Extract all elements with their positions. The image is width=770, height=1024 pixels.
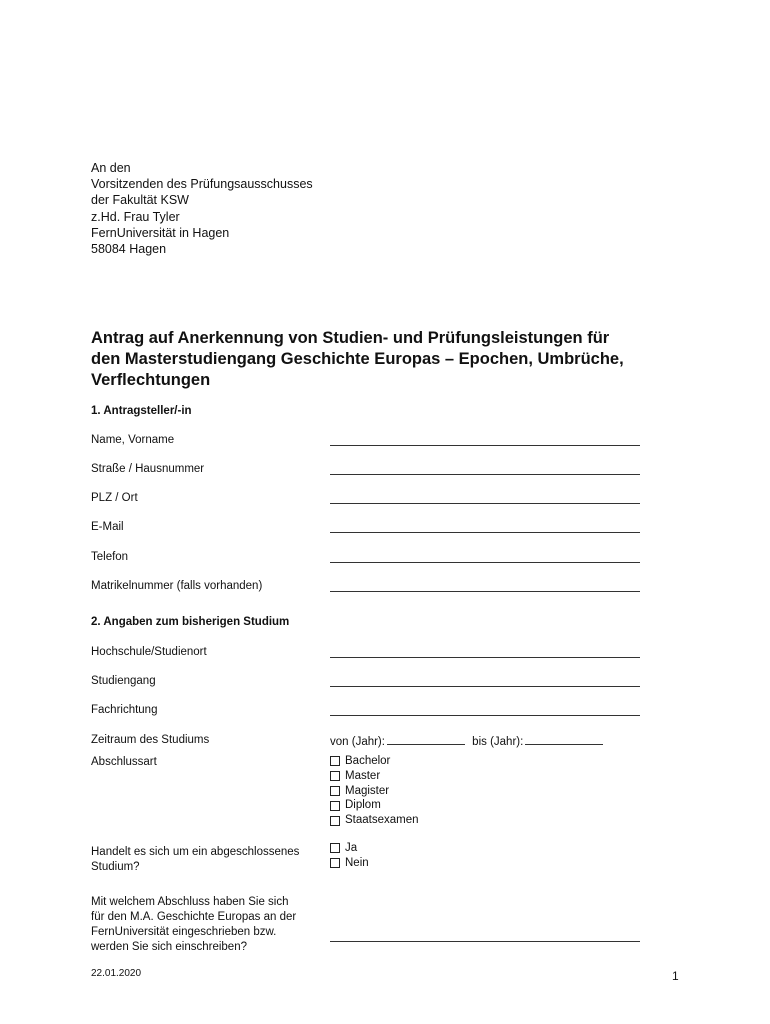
field-label-name: Name, Vorname	[91, 434, 175, 446]
field-label-phone: Telefon	[91, 551, 129, 563]
checkbox-icon[interactable]	[330, 816, 340, 826]
field-label-subject: Fachrichtung	[91, 704, 158, 716]
name-field[interactable]	[330, 445, 640, 446]
from-year-field[interactable]	[387, 733, 465, 745]
to-year-label: bis (Jahr):	[472, 736, 524, 748]
field-label-university: Hochschule/Studienort	[91, 646, 207, 658]
section-heading-applicant: 1. Antragsteller/-in	[91, 405, 192, 417]
email-field[interactable]	[330, 532, 640, 533]
program-field[interactable]	[330, 686, 640, 687]
university-field[interactable]	[330, 657, 640, 658]
page-number: 1	[672, 969, 679, 983]
field-label-degree-type: Abschlussart	[91, 756, 157, 768]
field-label-enrollment-degree: Mit welchem Abschluss haben Sie sich für den M.A. Geschichte Europas an der FernUniversität eingeschrieben bzw. werden Sie sich einschreiben?	[91, 896, 297, 953]
street-field[interactable]	[330, 474, 640, 475]
checkbox-icon[interactable]	[330, 756, 340, 766]
checkbox-icon[interactable]	[330, 843, 340, 853]
address-line: An den	[91, 161, 131, 175]
city-field[interactable]	[330, 503, 640, 504]
checkbox-icon[interactable]	[330, 801, 340, 811]
checkbox-icon[interactable]	[330, 786, 340, 796]
checkbox-icon[interactable]	[330, 771, 340, 781]
address-line: FernUniversität in Hagen	[91, 225, 230, 240]
footer-date: 22.01.2020	[91, 968, 142, 979]
subject-field[interactable]	[330, 715, 640, 716]
degree-option-master[interactable]: Master	[330, 769, 419, 784]
enrollment-degree-field[interactable]	[330, 941, 640, 942]
title-line: Verflechtungen	[91, 371, 211, 389]
to-year-field[interactable]	[525, 733, 603, 745]
address-line: Vorsitzenden des Prüfungsausschusses	[91, 177, 313, 192]
title-line: Antrag auf Anerkennung von Studien- und Prüfungsleistungen für	[91, 329, 610, 347]
document-title	[91, 328, 691, 391]
degree-option-diplom[interactable]: Diplom	[330, 798, 419, 813]
completed-option-ja[interactable]: Ja	[330, 841, 369, 856]
recipient-address	[91, 160, 313, 257]
field-label-completed-study: Handelt es sich um ein abgeschlossenes Studium?	[91, 846, 300, 873]
field-label-street: Straße / Hausnummer	[91, 463, 205, 475]
field-label-email: E-Mail	[91, 521, 124, 533]
study-period-row	[330, 733, 607, 748]
degree-option-staatsexamen[interactable]: Staatsexamen	[330, 813, 419, 828]
from-year-label: von (Jahr):	[330, 736, 385, 748]
phone-field[interactable]	[330, 562, 640, 563]
field-label-city: PLZ / Ort	[91, 492, 138, 504]
address-line: der Fakultät KSW	[91, 193, 189, 208]
field-label-matriculation: Matrikelnummer (falls vorhanden)	[91, 580, 263, 592]
field-label-study-period: Zeitraum des Studiums	[91, 734, 210, 746]
address-line: 58084 Hagen	[91, 242, 167, 257]
address-line: z.Hd. Frau Tyler	[91, 209, 180, 224]
matriculation-field[interactable]	[330, 591, 640, 592]
degree-option-magister[interactable]: Magister	[330, 784, 419, 799]
completed-option-nein[interactable]: Nein	[330, 856, 369, 871]
field-label-program: Studiengang	[91, 675, 156, 687]
degree-type-options	[330, 754, 419, 828]
title-line: den Masterstudiengang Geschichte Europas – Epochen, Umbrüche,	[91, 350, 624, 368]
checkbox-icon[interactable]	[330, 858, 340, 868]
degree-option-bachelor[interactable]: Bachelor	[330, 754, 419, 769]
section-heading-previous-studies: 2. Angaben zum bisherigen Studium	[91, 616, 290, 628]
completed-study-options	[330, 841, 369, 871]
